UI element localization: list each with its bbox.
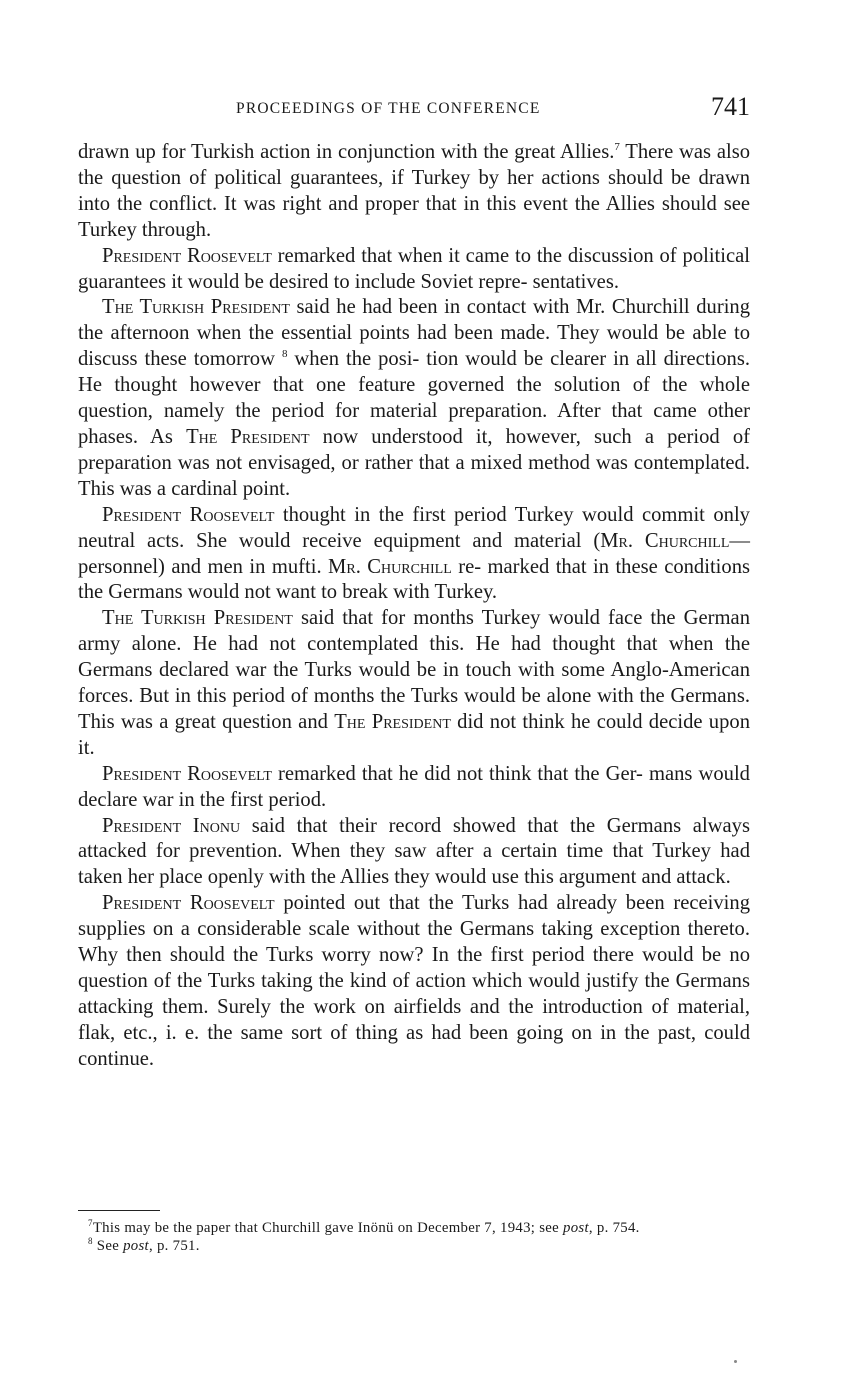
paragraph-text: said he had been in contact with Mr. Churchill during the afternoon when the essential points had been made. They would be able to discuss these tomorrow xyxy=(78,296,751,371)
speaker-name: The Turkish President xyxy=(102,607,293,630)
body-text xyxy=(78,140,750,1073)
speaker-name: Mr. Churchill xyxy=(328,555,452,578)
scan-speck xyxy=(734,1360,737,1363)
paragraph-text: —personnel) and men in mufti. xyxy=(78,529,750,578)
paragraph-3 xyxy=(78,295,750,502)
speaker-name: President Inonu xyxy=(102,814,241,837)
footnote-reference-8: 8 xyxy=(281,348,288,361)
page-number: 741 xyxy=(711,92,750,121)
speaker-name: President Roosevelt xyxy=(102,244,272,267)
speaker-name: Mr. Churchill xyxy=(600,529,730,552)
footnote-reference-7: 7 xyxy=(614,141,620,153)
footnote-text: See xyxy=(92,1237,124,1254)
footnote-marker: 7 xyxy=(88,1218,93,1228)
paragraph-4 xyxy=(78,503,750,607)
paragraph-text: when the posi- tion would be clearer in all directions. He thought however that one feature governed the solution of the whole question, namely the period for material preparation. After that came other phases. As xyxy=(78,348,750,448)
paragraph-text: re- marked that in these conditions the Germans would not want to break with Turkey. xyxy=(78,555,750,604)
paragraph-5 xyxy=(78,606,750,761)
paragraph-text: now understood it, however, such a period of preparation was not envisaged, or rather that a mixed method was contemplated. This was a cardinal point. xyxy=(78,425,750,500)
paragraph-7 xyxy=(78,814,750,892)
paragraph-text: drawn up for Turkish action in conjunction with the great Allies. xyxy=(78,141,615,163)
paragraph-text: did not think he could decide upon it. xyxy=(78,710,750,759)
footnote-text: This may be the paper that Churchill gave Inönü on December 7, 1943; see xyxy=(92,1220,564,1236)
paragraph-8 xyxy=(78,891,750,1072)
paragraph-text: remarked that when it came to the discussion of political guarantees it would be desired to include Soviet repre- sentatives. xyxy=(78,244,750,293)
footnotes xyxy=(78,1220,750,1256)
paragraph-text: thought in the first period Turkey would commit only neutral acts. She would receive equipment and material ( xyxy=(78,503,750,552)
footnote-8 xyxy=(78,1235,750,1256)
paragraph-text: said that their record showed that the Germans always attacked for prevention. When they saw after a certain time that Turkey had taken her place openly with the Allies they would use this argument and attack. xyxy=(78,814,750,889)
footnote-text: , p. 754. xyxy=(588,1220,640,1236)
footnote-divider xyxy=(78,1210,160,1211)
footnote-text: , p. 751. xyxy=(148,1237,200,1254)
paragraph-1 xyxy=(78,140,750,244)
footnote-italic: post xyxy=(123,1237,149,1254)
paragraph-text: said that for months Turkey would face the German army alone. He had not contemplated this. He had thought that when the Germans declared war the Turks would be in touch with some Anglo-American forces. But in this period of months the Turks would be alone with the Germans. This was a great question and xyxy=(78,607,750,733)
running-title: PROCEEDINGS OF THE CONFERENCE xyxy=(236,100,541,117)
footnote-7 xyxy=(78,1220,750,1238)
paragraph-6 xyxy=(78,762,750,814)
paragraph-text: remarked that he did not think that the Ger- mans would declare war in the first period. xyxy=(78,762,750,811)
speaker-name: The President xyxy=(186,425,310,448)
speaker-name: President Roosevelt xyxy=(102,762,272,785)
paragraph-2 xyxy=(78,244,750,296)
paragraph-text: There was also the question of political guarantees, if Turkey by her actions should be drawn into the conflict. It was right and proper that in this event the Allies should see Turkey through. xyxy=(78,141,751,241)
footnote-marker: 8 xyxy=(88,1235,93,1246)
paragraph-text: pointed out that the Turks had already been receiving supplies on a considerable scale without the Germans taking exception thereto. Why then should the Turks worry now? In the first period there would be no question of the Turks taking the kind of action which would justify the Germans attacking them. Surely the work on airfields and the introduction of material, flak, etc., i. e. the same sort of thing as had been going on in the past, could continue. xyxy=(78,892,750,1070)
footnote-italic: post xyxy=(563,1220,589,1236)
speaker-name: The Turkish President xyxy=(102,296,290,319)
running-header xyxy=(78,88,750,128)
speaker-name: President Roosevelt xyxy=(102,503,275,526)
speaker-name: President Roosevelt xyxy=(102,892,275,915)
speaker-name: The President xyxy=(334,710,451,733)
